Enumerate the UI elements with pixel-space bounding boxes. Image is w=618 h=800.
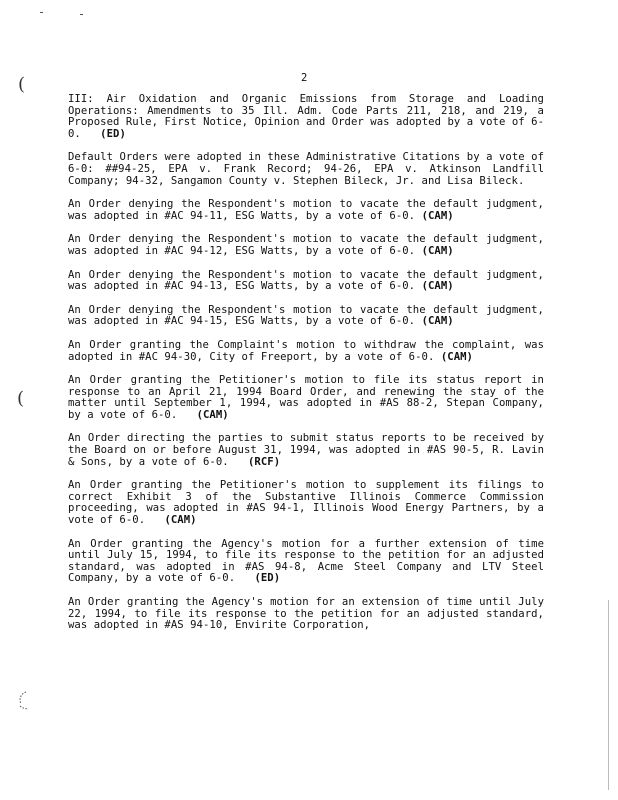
document-body: [68, 94, 544, 644]
scan-edge-line: [608, 600, 609, 790]
paragraph-text: Default Orders were adopted in these Administrative Citations by a vote of 6-0: ##94-25, EPA v. Frank Record; 94-26, EPA v. Atkinson Landfill Company; 94-32, Sangamon County v. Stephen Bileck, Jr. and Lisa Bileck.: [68, 151, 544, 187]
paragraph: [68, 375, 544, 421]
margin-bracket-mark: (: [17, 388, 25, 409]
staff-code: (CAM): [421, 209, 454, 222]
staff-code: (CAM): [421, 315, 454, 328]
staff-code: (RCF): [248, 455, 281, 468]
paragraph: [68, 152, 544, 187]
paragraph: [68, 270, 544, 293]
paragraph: [68, 305, 544, 328]
paragraph: [68, 94, 544, 140]
paragraph: [68, 234, 544, 257]
paragraph: [68, 433, 544, 468]
paragraph-text: An Order granting the Petitioner's motion to file its status report in response to an April 21, 1994 Board Order, and renewing the stay of the matter until September 1, 1994, was adopted in #AS 88-2, Stepan Company, by a vote of 6-0.: [68, 374, 544, 421]
paragraph: [68, 480, 544, 526]
punch-hole-mark: [17, 690, 31, 712]
staff-code: (ED): [100, 127, 126, 140]
paragraph-text: An Order granting the Agency's motion for an extension of time until July 22, 1994, to file its response to the petition for an adjusted standard, was adopted in #AS 94-10, Envirite Corporation,: [68, 596, 544, 632]
paragraph: [68, 340, 544, 363]
paragraph-text: An Order directing the parties to submit status reports to be received by the Board on or before August 31, 1994, was adopted in #AS 90-5, R. Lavin & Sons, by a vote of 6-0.: [68, 432, 544, 468]
paragraph-text: An Order denying the Respondent's motion to vacate the default judgment, was adopted in #AC 94-15, ESG Watts, by a vote of 6-0.: [68, 303, 544, 328]
paragraph: [68, 597, 544, 632]
paragraph: [68, 539, 544, 585]
paragraph-text: An Order granting the Complaint's motion to withdraw the complaint, was adopted in #AC 94-30, City of Freeport, by a vote of 6-0.: [68, 338, 544, 363]
paragraph-text: III: Air Oxidation and Organic Emissions from Storage and Loading Operations: Amendments to 35 Ill. Adm. Code Parts 211, 218, and 219, a Proposed Rule, First Notice, Opinion and Order was adopted by a vote of 6-0.: [68, 93, 544, 140]
paragraph-text: An Order granting the Petitioner's motion to supplement its filings to correct Exhibit 3 of the Substantive Illinois Commerce Commission proceeding, was adopted in #AS 94-1, Illinois Wood Energy Partners, by a vote of 6-0.: [68, 479, 544, 527]
paragraph: [68, 199, 544, 222]
paragraph-text: An Order denying the Respondent's motion to vacate the default judgment, was adopted in #AC 94-13, ESG Watts, by a vote of 6-0.: [68, 268, 544, 293]
paragraph-text: An Order denying the Respondent's motion to vacate the default judgment, was adopted in #AC 94-12, ESG Watts, by a vote of 6-0.: [68, 233, 544, 257]
staff-code: (ED): [254, 572, 281, 585]
page-number: 2: [301, 72, 308, 84]
paragraph-text: An Order granting the Agency's motion for a further extension of time until July 15, 1994, to file its response to the petition for an adjusted standard, was adopted in #AS 94-8, Acme Steel Company and LTV Steel Company, by a vote of 6-0.: [68, 537, 544, 585]
paragraph-text: An Order denying the Respondent's motion to vacate the default judgment, was adopted in #AC 94-11, ESG Watts, by a vote of 6-0.: [68, 198, 544, 222]
staff-code: (CAM): [164, 514, 197, 527]
staff-code: (CAM): [196, 408, 229, 421]
scan-mark: [80, 14, 83, 15]
staff-code: (CAM): [421, 280, 454, 293]
staff-code: (CAM): [440, 350, 473, 363]
margin-bracket-mark: (: [18, 74, 26, 95]
scan-mark: [40, 12, 43, 13]
staff-code: (CAM): [421, 244, 454, 257]
